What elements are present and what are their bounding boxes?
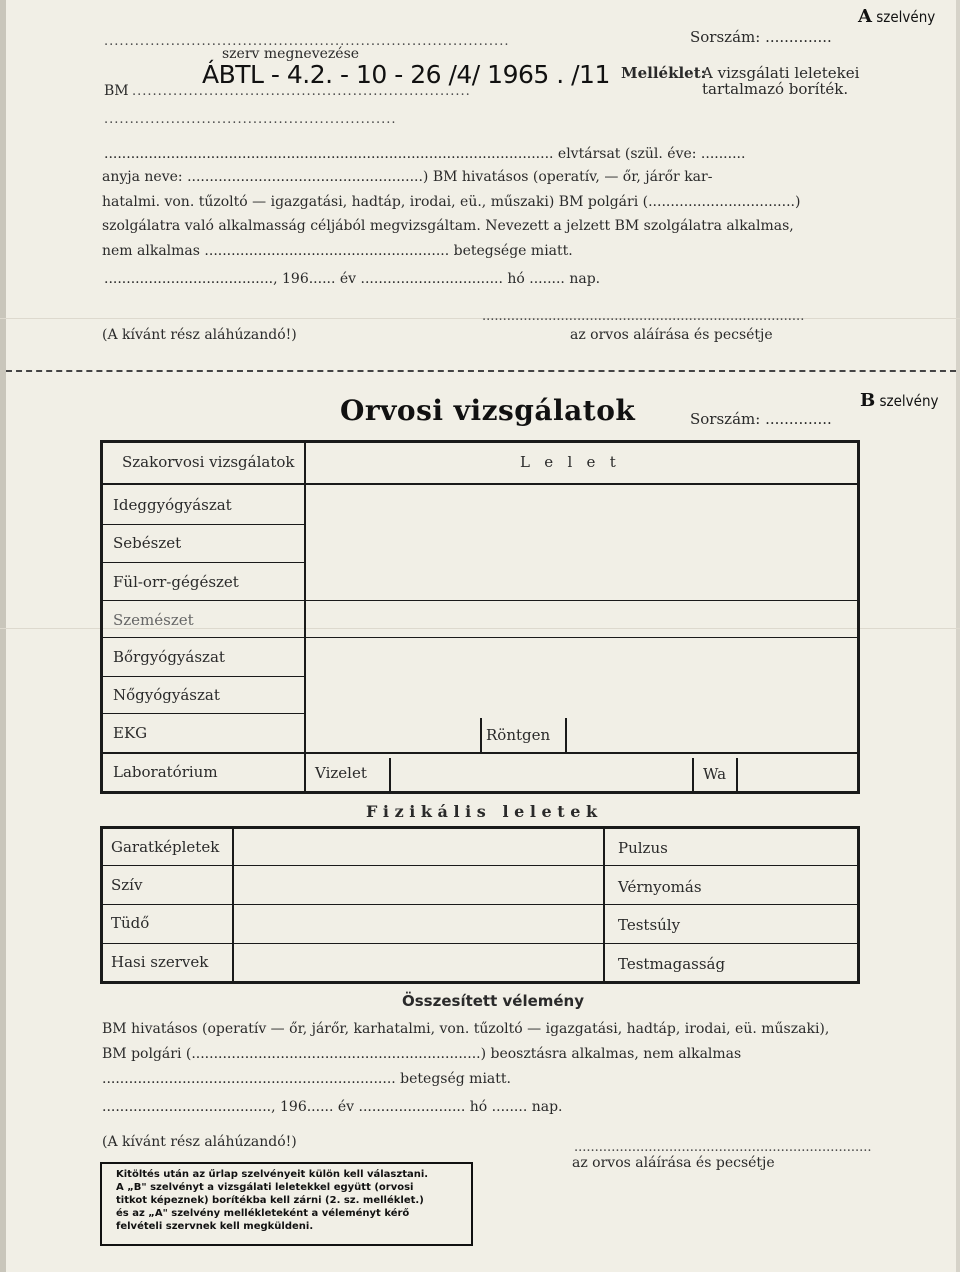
table-header-right: L e l e t [520,453,616,471]
paper-fold [0,318,960,319]
physical-row-label: Vérnyomás [618,878,702,896]
sorszam-field: Sorszám: .............. [690,28,832,46]
cut-line [6,370,956,372]
underline-note: (A kívánt rész aláhúzandó!) [102,1134,297,1150]
physical-row-label: Pulzus [618,839,668,857]
section-a-tag: A szelvény [858,6,936,27]
paper-edge-right [956,0,960,1272]
signature-dots: .............................................................................. [482,309,805,324]
table-cell-divider [480,718,482,752]
instruction-line: Kitöltés után az űrlap szelvényeit külön kell választani. [116,1169,429,1180]
table-row-label: Szemészet [113,611,194,629]
table-row-divider [100,637,860,638]
form-line: hatalmi. von. tűzoltó — igazgatási, hadtáp, irodai, eü., műszaki) BM polgári (.................................) [102,194,801,210]
table-border [100,981,860,984]
table-row-divider [100,676,305,677]
table-row-divider [100,904,860,905]
summary-title: Összesített vélemény [402,992,585,1010]
table-column-divider [304,440,306,794]
table-row-divider [100,865,860,866]
table-border [100,791,860,794]
table-row-divider [100,752,860,754]
physical-title: F i z i k á l i s l e l e t e k [366,802,598,821]
table-row-label: Bőrgyógyászat [113,648,225,666]
table-row-divider [100,713,305,714]
table-border [857,826,860,984]
form-line: anyja neve: .....................................................) BM hivatásos (operatív, — őr, járőr kar- [102,169,713,185]
paper-edge-left [0,0,6,1272]
summary-line: BM polgári (.................................................................) beosztásra alkalmas, nem alkalmas [102,1046,742,1062]
signature-label: az orvos aláírása és pecsétje [570,327,773,343]
table-row-divider [100,562,305,563]
table-row-label: EKG [113,724,148,742]
melleklet-text: A vizsgálati leletekei [702,64,860,82]
vizelet-label: Vizelet [315,764,367,782]
table-column-divider [232,826,234,984]
melleklet-label: Melléklet: [621,64,707,82]
date-line: ......................................, 196...... év ................................ hó ........ nap. [104,271,601,287]
underline-note: (A kívánt rész aláhúzandó!) [102,327,297,343]
dotted-line: .................................................................. [132,84,471,99]
rontgen-label: Röntgen [486,726,551,744]
table-cell-divider [736,758,738,791]
archive-reference: ÁBTL - 4.2. - 10 - 26 /4/ 1965 . /11 [202,60,610,89]
table-row-label: Fül-orr-gégészet [113,573,239,591]
instruction-line: és az „A" szelvény mellékleteként a véleményt kérő [116,1208,410,1219]
instruction-line: felvételi szervnek kell megküldeni. [116,1221,314,1232]
physical-row-label: Szív [111,876,143,894]
melleklet-text-2: tartalmazó boríték. [702,80,849,98]
sorszam-field: Sorszám: .............. [690,410,832,428]
form-line: nem alkalmas ....................................................... betegsége miatt. [102,243,573,259]
section-b-title: Orvosi vizsgálatok [340,394,636,427]
table-row-divider [100,483,860,485]
table-border [857,440,860,794]
table-border [100,440,103,794]
table-border [100,440,860,443]
dotted-line: ......................................................... [104,112,397,127]
physical-row-label: Testmagasság [618,955,726,973]
table-column-divider [603,826,605,984]
instruction-box [100,1162,473,1246]
form-line: szolgálatra való alkalmasság céljából megvizsgáltam. Nevezett a jelzett BM szolgálatra alkalmas, [102,218,794,234]
szerv-label: szerv megnevezése [222,46,360,62]
wa-label: Wa [703,765,727,783]
bm-label: BM [104,83,129,99]
table-row-divider [100,943,860,944]
table-cell-divider [389,758,391,791]
table-header-left: Szakorvosi vizsgálatok [122,453,295,471]
summary-line: .................................................................. betegség miatt. [102,1071,511,1087]
instruction-line: titkot képeznek) borítékba kell zárni (2. sz. melléklet.) [116,1195,424,1206]
summary-line: BM hivatásos (operatív — őr, járőr, karhatalmi, von. tűzoltó — igazgatási, hadtáp, irodai, eü. műszaki), [102,1021,830,1037]
dotted-line: ............................................................................... [104,34,510,49]
table-border [100,826,103,984]
table-row-label: Laboratórium [113,763,218,781]
signature-label: az orvos aláírása és pecsétje [572,1155,775,1171]
table-row-label: Sebészet [113,534,182,552]
table-row-divider [100,524,305,525]
table-border [100,826,860,829]
physical-row-label: Testsúly [618,916,681,934]
section-b-tag: B szelvény [860,390,939,411]
physical-row-label: Hasi szervek [111,953,209,971]
physical-row-label: Tüdő [111,914,150,932]
signature-dots: ........................................................................ [574,1140,872,1155]
instruction-line: A „B" szelvényt a vizsgálati leletekkel együtt (orvosi [116,1182,414,1193]
table-row-divider [100,600,860,601]
physical-row-label: Garatképletek [111,838,220,856]
table-row-label: Ideggyógyászat [113,496,232,514]
table-row-label: Nőgyógyászat [113,686,220,704]
date-line: ......................................, 196...... év ........................ hó ........ nap. [102,1099,563,1115]
table-cell-divider [692,758,694,791]
table-cell-divider [565,718,567,752]
form-line: ..................................................................................................... elvtársat (szül. éve: .......... [104,146,746,162]
